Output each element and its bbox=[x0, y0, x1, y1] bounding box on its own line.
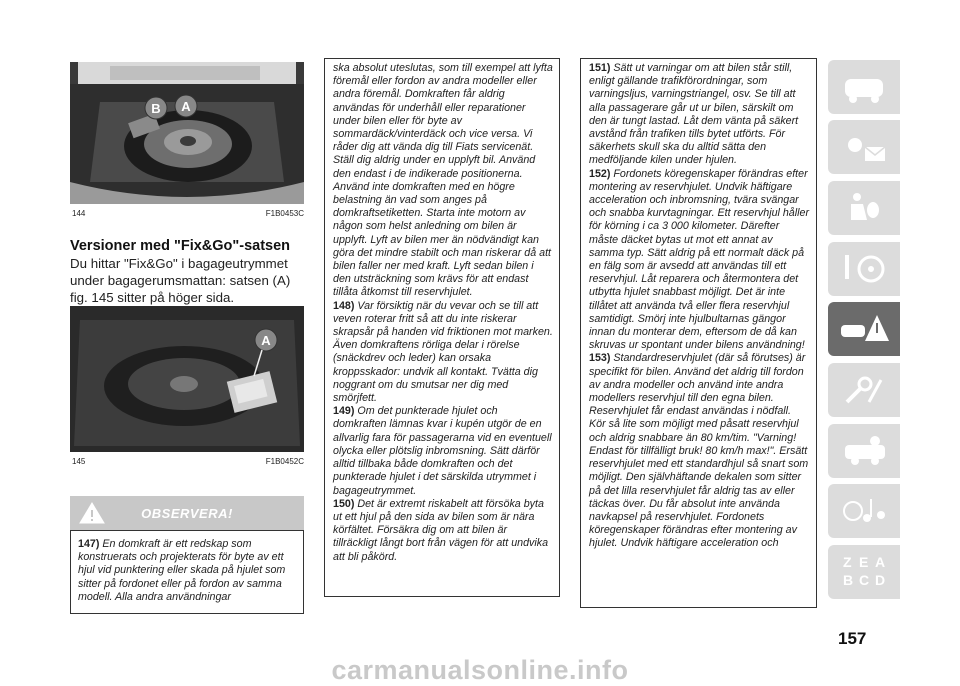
warning-paragraph bbox=[333, 300, 553, 406]
key-steering-wheel-icon bbox=[837, 249, 891, 289]
car-dashboard-icon bbox=[837, 67, 891, 107]
warning-paragraph bbox=[589, 62, 810, 168]
warning-number: 152) bbox=[589, 167, 611, 180]
observera-header bbox=[70, 496, 304, 530]
sidebar-tab-key-steering-wheel[interactable] bbox=[828, 242, 900, 296]
warning-paragraph bbox=[78, 538, 296, 604]
warning-number: 148) bbox=[333, 299, 355, 312]
warning-text: ska absolut uteslutas, som till exempel att lyfta föremål eller fordon av andra modeller eller andra föremål. Domkraften får aldrig användas för underhåll eller reparationer under bilen eller för byte av sommardäck/vinterdäck och vice versa. Vi råder dig att vända dig till Fiats servicenät. Ställ dig aldrig under en upplyft bil. Använd den endast i de indikerade positionerna. Använd inte domkraften med en högre belastning än vad som anges på domkraftsetiketten. Starta inte motorn av någon som helst anledning om bilen är upplyft. Lyft av bilen mer än nödvändigt kan göra det mindre stabilt och man riskerar då att bilen faller ner med kraft. Lyft sedan bilen i den utsträckning som krävs för att endast tillåta åtkomst till reservhjulet. bbox=[333, 62, 553, 299]
svg-text:E: E bbox=[859, 554, 869, 570]
figure-144-number: 144 bbox=[72, 209, 86, 218]
warning-text: Sätt ut varningar om att bilen står still, enligt gällande trafikförordningar, som varningsljus, varningstriangel, osv. Se till att alla passagerare går ut ur bilen, särskilt om den är tungt lastad. Låt dem vänta på säkert avstånd från trafiken tills bytet utförts. För säkerhets skull ska du alltid sätta den medföljande kilen under hjulen. bbox=[589, 62, 799, 167]
sidebar-tab-lights-mail[interactable] bbox=[828, 120, 900, 174]
figure-145-label-a: A bbox=[261, 333, 271, 348]
warning-box-col1 bbox=[70, 530, 304, 614]
section-title: Versioner med "Fix&Go"-satsen bbox=[70, 238, 291, 254]
airbag-safety-icon bbox=[837, 188, 891, 228]
sidebar-tab-maintenance-tools[interactable] bbox=[828, 363, 900, 417]
sidebar-tab-technical-data[interactable] bbox=[828, 424, 900, 478]
warning-number: 151) bbox=[589, 62, 611, 74]
figure-144-caption bbox=[72, 209, 304, 218]
warning-box-col2 bbox=[324, 58, 560, 597]
warning-text: Var försiktig när du vevar och se till att veven roterar fritt så att du inte riskerar skrapsår på handen vid friktionen mot marken. Även domkraftens rörliga delar i rörelse (snäckdrev och leder) kan orsaka kroppsskador: undvik all kontakt. Tvätta dig noggrant om du smutsar ner dig med smörjfett. bbox=[333, 299, 553, 405]
figure-144-photo bbox=[70, 62, 304, 204]
alphabetical-index-icon bbox=[837, 552, 891, 592]
maintenance-tools-icon bbox=[837, 370, 891, 410]
sidebar-tab-car-breakdown-warning[interactable] bbox=[828, 302, 900, 356]
warning-paragraph bbox=[589, 168, 810, 353]
figure-145-number: 145 bbox=[72, 457, 86, 466]
figure-144-code: F1B0453C bbox=[265, 209, 304, 218]
svg-text:A: A bbox=[875, 554, 886, 570]
warning-number: 153) bbox=[589, 352, 611, 365]
warning-number: 147) bbox=[78, 538, 100, 550]
warning-paragraph bbox=[333, 62, 553, 300]
warning-paragraph bbox=[589, 352, 810, 550]
sidebar-tab-airbag-safety[interactable] bbox=[828, 181, 900, 235]
car-breakdown-warning-icon bbox=[837, 309, 891, 349]
section-body: Du hittar "Fix&Go" i bagageutrymmet under bagagerumsmattan: satsen (A) fig. 145 sitter på höger sida. bbox=[70, 256, 291, 305]
svg-text:Z: Z bbox=[843, 554, 852, 570]
svg-text:C: C bbox=[859, 572, 870, 588]
sidebar-tab-multimedia[interactable] bbox=[828, 484, 900, 538]
sidebar-tab-car-dashboard[interactable] bbox=[828, 60, 900, 114]
figure-145-code: F1B0452C bbox=[265, 457, 304, 466]
fix-and-go-kit-illustration bbox=[70, 306, 304, 452]
warning-triangle-icon bbox=[78, 501, 106, 525]
page-number: 157 bbox=[838, 629, 867, 648]
warning-number: 150) bbox=[333, 497, 355, 510]
watermark: carmanualsonline.info bbox=[331, 655, 629, 685]
multimedia-icon bbox=[837, 491, 891, 531]
warning-number: 149) bbox=[333, 405, 355, 418]
technical-data-icon bbox=[837, 431, 891, 471]
warning-text: Standardreservhjulet (där så förutses) är specifikt för bilen. Använd det aldrig till fordon av andra modeller och använd inte andra modellers reservhjul till den egna bilen. Reservhjulet får endast användas i nödfall. Kör så lite som möjligt med påsatt reservhjul och aldrig snabbare än 80 km/tim. "Varning! Endast för tillfälligt bruk! 80 km/h max!". Ersätt reservhjulet med ett standardhjul så snart som möjligt. Den självhäftande dekalen som sitter på det lilla reservhjulet får aldrig tas av eller täckas över. Du får absolut inte använda navkapsel på reservhjulet. Fordonets köregenskaper förändras efter montering av hjulet. Undvik häftigare acceleration och bbox=[589, 352, 809, 550]
lights-mail-icon bbox=[837, 127, 891, 167]
warning-text: Fordonets köregenskaper förändras efter montering av reservhjulet. Undvik häftigare acceleration och inbromsning, tvära svängar och snabba kurvtagningar. Ett reservhjul håller för körning i ca 3 000 kilometer. Därefter måste däcket bytas ut mot ett annat av samma typ. Sätt aldrig på ett normalt däck på en fälg som är avsedd att användas till ett reservhjul. Låt reparera och återmontera det utbytta hjulet snabbast möjligt. Det är inte tillåtet att använda två eller flera reservhjul samtidigt. Smörj inte hjulbultarnas gängor innan du monterar dem, eftersom de då kan skruvas ur spontant under bilens användning! bbox=[589, 167, 810, 352]
warning-paragraph bbox=[333, 498, 553, 564]
svg-text:D: D bbox=[875, 572, 886, 588]
warning-text: Om det punkterade hjulet och domkraften lämnas kvar i kupén utgör de en allvarlig fara för passagerarna vid en eventuell olycka eller plötslig inbromsning. Sätt därför alltid tillbaka både domkraften och det punkterade hjulet i det särskilda utrymmet i bagageutrymmet. bbox=[333, 405, 552, 497]
sidebar-tab-alphabetical-index[interactable] bbox=[828, 545, 900, 599]
warning-text: Det är extremt riskabelt att försöka byta ut ett hjul på den sida av bilen som är nära körfältet. Försäkra dig om att bilen är tillräckligt långt bort från vägen för att undvika att bli påkörd. bbox=[333, 497, 549, 563]
warning-box-col3 bbox=[580, 58, 817, 608]
figure-145-photo bbox=[70, 306, 304, 452]
trunk-spare-wheel-illustration bbox=[70, 62, 304, 204]
figure-145-caption bbox=[72, 457, 304, 466]
figure-144-label-b: B bbox=[151, 101, 161, 116]
warning-paragraph bbox=[333, 405, 553, 497]
warning-text: En domkraft är ett redskap som konstruerats och projekterats för byte av ett hjul vid punktering eller skada på hjulet som sitter på fordonet eller på fordon av samma modell. Alla andra användningar bbox=[78, 538, 286, 603]
observera-title: OBSERVERA! bbox=[141, 505, 233, 521]
figure-144-label-a: A bbox=[181, 99, 191, 114]
svg-text:B: B bbox=[843, 572, 854, 588]
